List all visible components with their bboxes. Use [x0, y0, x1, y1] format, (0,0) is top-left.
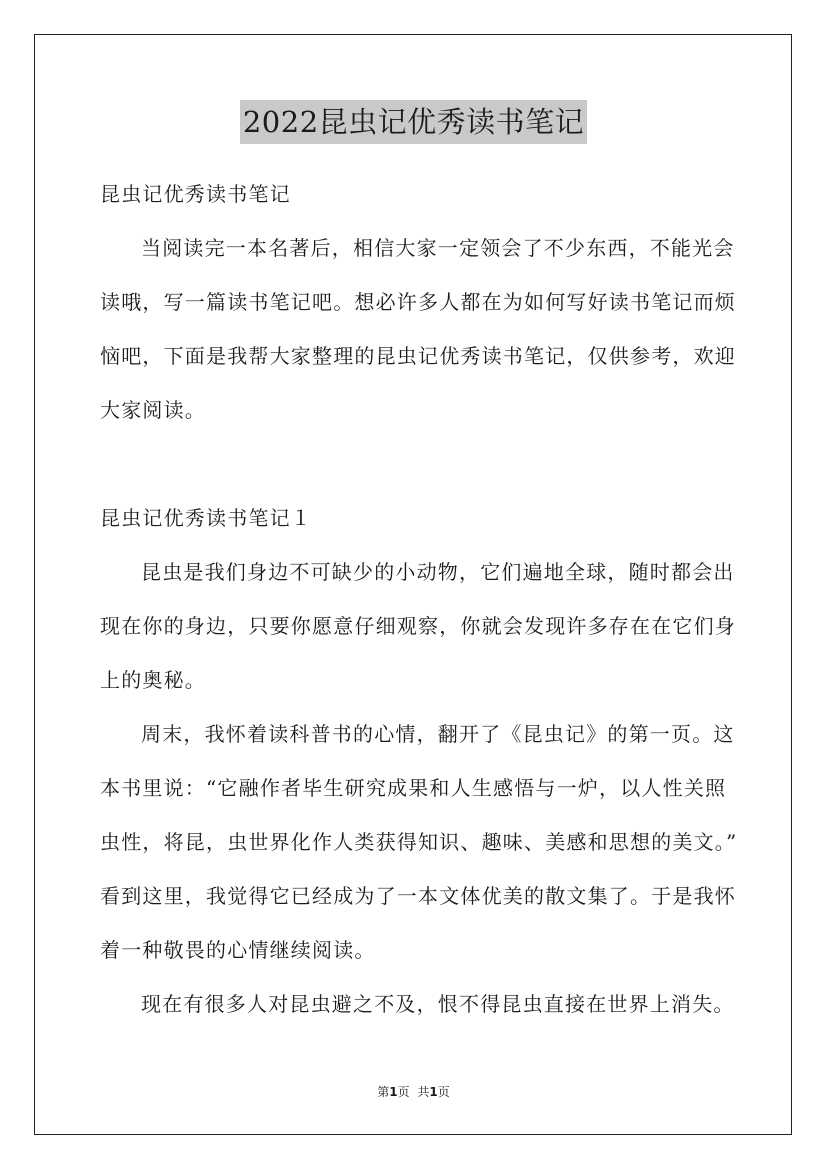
- para2-line-2: 本书里说：“它融作者毕生研究成果和人生感悟与一炉，以人性关照: [100, 776, 727, 800]
- footer-total-prefix: 共: [417, 1085, 430, 1099]
- title-container: [0, 100, 827, 144]
- para3-line-1: 现在有很多人对昆虫避之不及，恨不得昆虫直接在世界上消失。: [141, 992, 735, 1016]
- footer-page-suffix: 页: [397, 1085, 410, 1099]
- intro-line-3: 恼吧，下面是我帮大家整理的昆虫记优秀读书笔记，仅供参考，欢迎: [100, 344, 736, 368]
- document-title: 2022昆虫记优秀读书笔记: [240, 100, 587, 144]
- para1-line-1: 昆虫是我们身边不可缺少的小动物，它们遍地全球，随时都会出: [141, 560, 735, 584]
- footer-total-number: 1: [429, 1085, 438, 1099]
- intro-line-1: 当阅读完一本名著后，相信大家一定领会了不少东西，不能光会: [141, 236, 735, 260]
- para2-line-4: 看到这里，我觉得它已经成为了一本文体优美的散文集了。于是我怀: [100, 884, 736, 908]
- footer-page-prefix: 第: [377, 1085, 390, 1099]
- intro-line-4: 大家阅读。: [100, 398, 206, 422]
- para2-line-1: 周末，我怀着读科普书的心情，翻开了《昆虫记》的第一页。这: [141, 722, 735, 746]
- para1-line-3: 上的奥秘。: [100, 668, 206, 692]
- section-heading: 昆虫记优秀读书笔记１: [100, 506, 312, 530]
- page-footer: [0, 1084, 827, 1100]
- intro-line-2: 读哦，写一篇读书笔记吧。想必许多人都在为如何写好读书笔记而烦: [100, 290, 736, 314]
- footer-page-number: 1: [389, 1085, 398, 1099]
- para1-line-2: 现在你的身边，只要你愿意仔细观察，你就会发现许多存在在它们身: [100, 614, 736, 638]
- para2-line-5: 着一种敬畏的心情继续阅读。: [100, 938, 376, 962]
- footer-total-suffix: 页: [437, 1085, 450, 1099]
- para2-line-3: 虫性，将昆，虫世界化作人类获得知识、趣味、美感和思想的美文。”: [100, 830, 738, 854]
- intro-heading: 昆虫记优秀读书笔记: [100, 182, 291, 206]
